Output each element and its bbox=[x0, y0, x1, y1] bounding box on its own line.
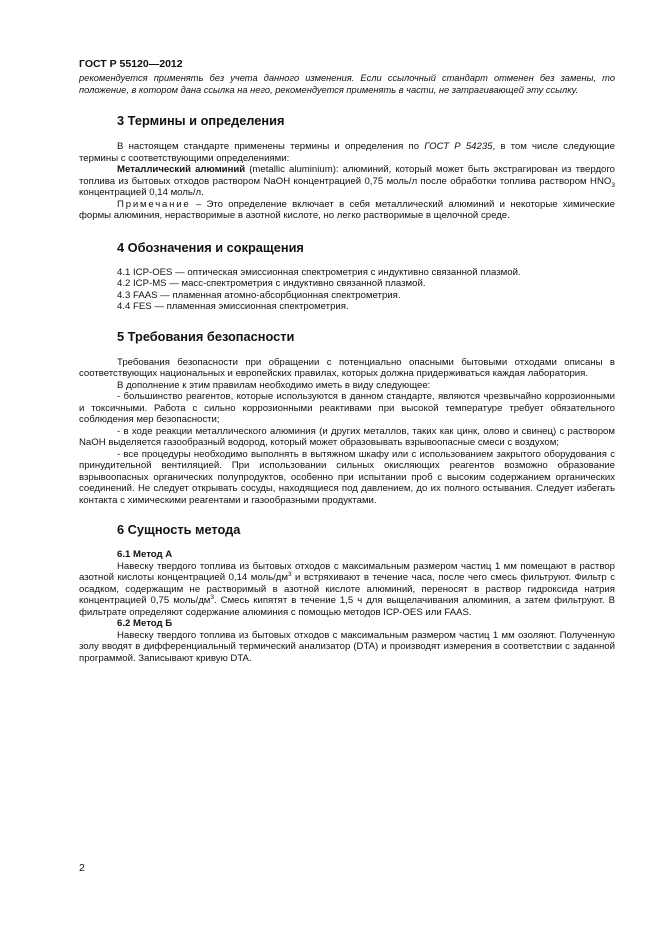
list-item: 4.4 FES — пламенная эмиссионная спектрометрия. bbox=[117, 301, 349, 312]
page-number: 2 bbox=[79, 862, 85, 874]
bullet-item: - большинство реагентов, которые используются в данном стандарте, являются чрезвычайно коррозионными и токсичными. Работа с сильно коррозионными реактивами при высокой температуре требует обязательного соблюдения мер безопасности; bbox=[79, 391, 615, 425]
bullet-item: - все процедуры необходимо выполнять в вытяжном шкафу или с использованием закрытого оборудования с принудительной вентиляцией. При использовании сильных окисляющих реагентов возможно образование взрывоопасных органических полупродуктов, особенно при испытании проб с высоким содержанием органических соединений. Не следует открывать сосуды, находящиеся под давлением, до их полного остывания. Следует избегать контакта с химическими реагентами и газообразными продуктами. bbox=[79, 448, 615, 506]
section-5-paragraph: Требования безопасности при обращении с потенциально опасными бытовыми отходами описаны в соответствующих национальных и европейских правилах, которых должна придерживаться каждая лаборатория. bbox=[79, 356, 615, 379]
method-b-text: Навеску твердого топлива из бытовых отходов с максимальным размером частиц 1 мм озоляют. Полученную золу вводят в дифференциальный термический анализатор (DTA) и производят измерения в соответствии с заданной программой. Записывают кривую DTA. bbox=[79, 629, 615, 664]
method-b-heading: 6.2 Метод Б bbox=[117, 618, 173, 629]
abbreviations-list bbox=[79, 267, 615, 313]
method-a-text: Навеску твердого топлива из бытовых отходов с максимальным размером частиц 1 мм помещают в раствор азотной кислоты концентрацией 0,14 моль/$дм^3$ и встряхивают в течение часа, после чего смесь фильтруют. Фильтр с осадком, содержащим не растворимый в азотной кислоте алюминий, переносят в раствор гидроксида натрия концентрацией 0,75 моль/$дм^3$. Смесь кипятят в течение 1,5 ч для выщелачивания алюминия, а затем фильтруют. В фильтрате определяют содержание алюминия с помощью методов ICP-OES или FAAS. bbox=[79, 560, 616, 618]
note: Примечание – Это определение включает в себя металлический алюминий и некоторые химические формы алюминия, нерастворимые в азотной кислоте, но легко растворимые в щелочной среде. bbox=[79, 198, 615, 221]
section-3-heading: 3 Термины и определения bbox=[117, 113, 285, 128]
section-4-heading: 4 Обозначения и сокращения bbox=[117, 239, 304, 255]
gost-reference: ГОСТ Р 54235 bbox=[424, 141, 493, 152]
term-name: Металлический алюминий bbox=[117, 164, 246, 175]
intro-text: рекомендуется применять без учета данного изменения. Если ссылочный стандарт отменен без замены, то положение, в котором дана ссылка на него, рекомендуется применять в части, не затрагивающей эту ссылку. bbox=[79, 73, 615, 95]
method-a-heading: 6.1 Метод А bbox=[117, 549, 173, 560]
section-5-paragraph: В дополнение к этим правилам необходимо иметь в виду следующее: bbox=[117, 379, 431, 391]
list-item: 4.1 ICP-OES — оптическая эмиссионная спектрометрия с индуктивно связанной плазмой. bbox=[117, 266, 521, 278]
note-label: Примечание bbox=[117, 198, 191, 210]
section-6-heading: 6 Сущность метода bbox=[117, 522, 241, 537]
section-3-paragraph: В настоящем стандарте применены термины и определения по ГОСТ Р 54235, в том числе следующие термины с соответствующими определениями: bbox=[79, 141, 615, 164]
list-item: 4.2 ICP-MS — масс-спектрометрия с индуктивно связанной плазмой. bbox=[117, 278, 426, 289]
list-item: 4.3 FAAS — пламенная атомно-абсорбционная спектрометрия. bbox=[117, 289, 401, 301]
document-page bbox=[79, 58, 615, 664]
section-5-heading: 5 Требования безопасности bbox=[117, 328, 295, 344]
bullet-item: - в ходе реакции металлического алюминия (и других металлов, таких как цинк, олово и свинец) с раствором NaOH выделяется газообразный водород, который может образовывать взрывоопасные смеси с воздухом; bbox=[79, 425, 615, 448]
term-definition: Металлический алюминий (metallic aluminium): алюминий, который может быть экстрагирован из твердого топлива из бытовых отходов раствором NaOH концентрацией 0,75 моль/л после обработки топлива раствором $HNO_3$ концентрацией 0,14 моль/л. bbox=[79, 164, 615, 198]
document-id: ГОСТ Р 55120—2012 bbox=[79, 58, 183, 70]
